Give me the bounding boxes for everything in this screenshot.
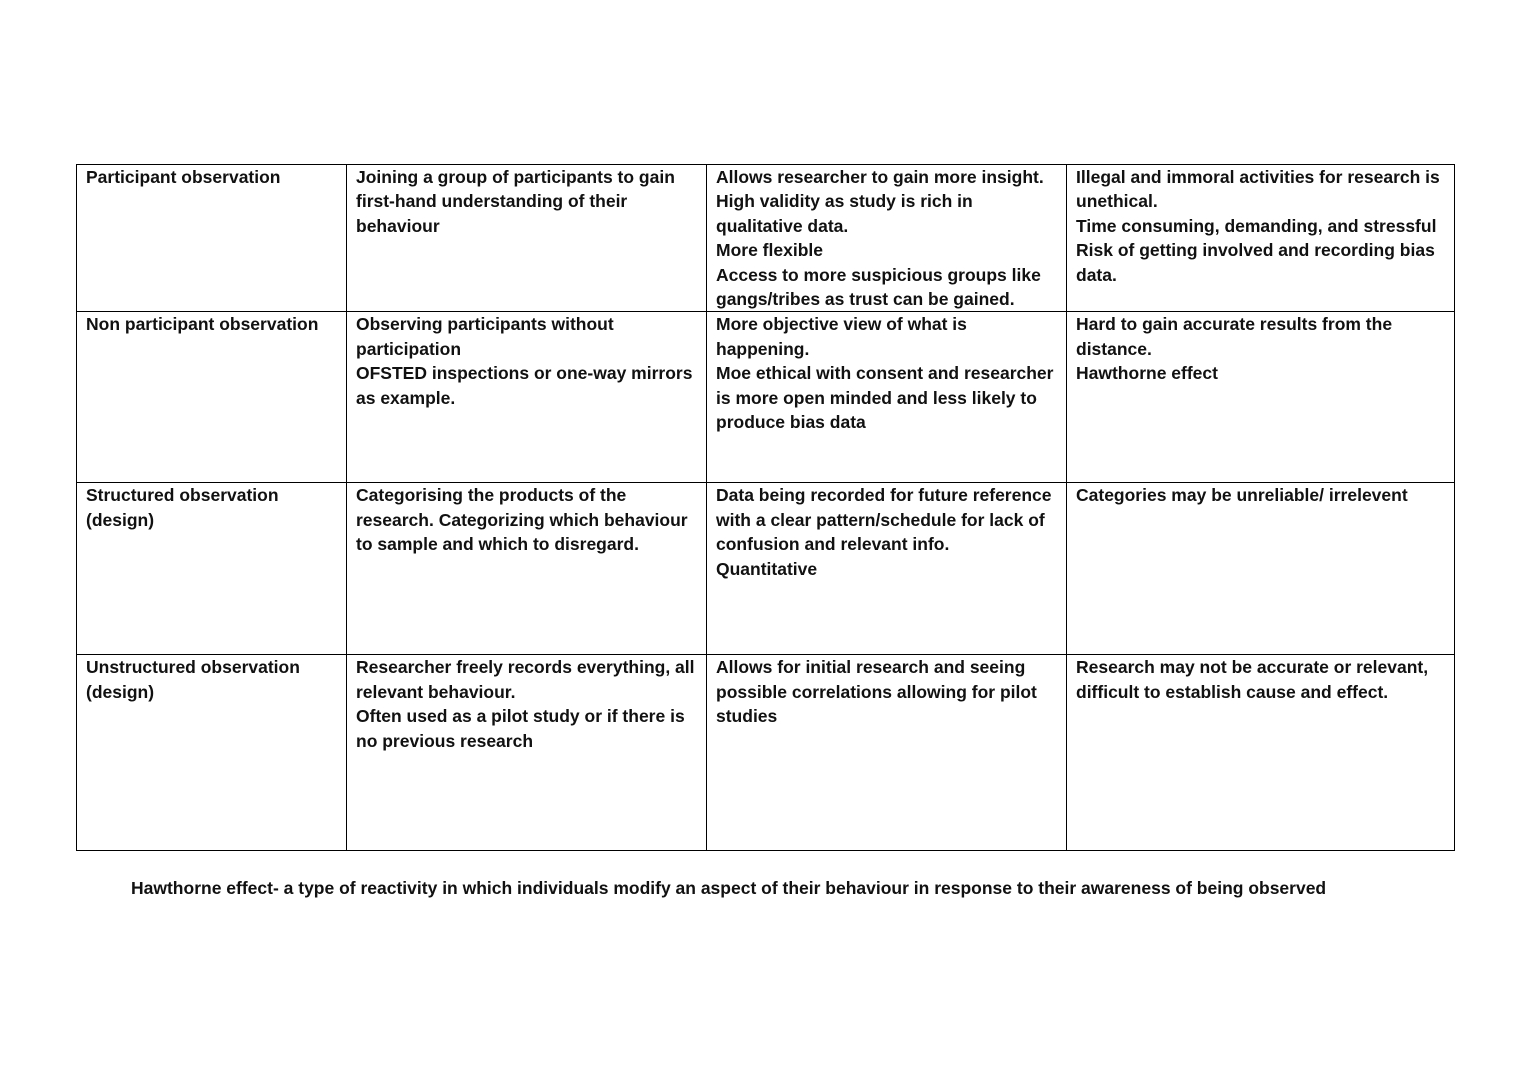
strength-text: Moe ethical with consent and researcher is more open minded and less likely to produce bias data	[716, 363, 1054, 433]
strength-text: More flexible	[716, 240, 823, 261]
method-cell	[77, 655, 347, 851]
strengths-cell	[707, 312, 1067, 483]
weaknesses-cell	[1067, 483, 1455, 655]
description-cell	[347, 655, 707, 851]
strength-text: High validity as study is rich in qualitative data.	[716, 191, 973, 236]
strengths-cell	[707, 483, 1067, 655]
weaknesses-cell	[1067, 165, 1455, 312]
description-text: Often used as a pilot study or if there is no previous research	[356, 706, 685, 751]
strength-text: Allows for initial research and seeing possible correlations allowing for pilot studies	[716, 657, 1037, 727]
strengths-cell	[707, 655, 1067, 851]
weakness-text: Risk of getting involved and recording bias data.	[1076, 240, 1435, 285]
weaknesses-cell	[1067, 312, 1455, 483]
table-row	[77, 312, 1455, 483]
method-name: Participant observation	[86, 167, 281, 187]
weakness-text: Research may not be accurate or relevant, difficult to establish cause and effect.	[1076, 657, 1429, 702]
description-text: Researcher freely records everything, all relevant behaviour.	[356, 657, 695, 702]
hawthorne-effect-footnote: Hawthorne effect- a type of reactivity in which individuals modify an aspect of their behaviour in response to their awareness of being observed	[131, 878, 1327, 898]
table-row	[77, 483, 1455, 655]
strength-text: More objective view of what is happening.	[716, 314, 967, 359]
strength-text: Allows researcher to gain more insight.	[716, 167, 1044, 187]
strength-text: Quantitative	[716, 558, 818, 579]
strength-text: Access to more suspicious groups like gangs/tribes as trust can be gained.	[716, 264, 1041, 310]
weaknesses-cell	[1067, 655, 1455, 851]
strengths-cell	[707, 165, 1067, 312]
description-text: OFSTED inspections or one-way mirrors as example.	[356, 363, 693, 408]
weakness-text: Hard to gain accurate results from the distance.	[1076, 314, 1393, 359]
method-cell	[77, 165, 347, 312]
table-row	[77, 165, 1455, 312]
description-cell	[347, 483, 707, 655]
method-name: Structured observation (design)	[86, 485, 279, 530]
description-text: Categorising the products of the research. Categorizing which behaviour to sample and which to disregard.	[356, 485, 688, 555]
method-name: Unstructured observation (design)	[86, 657, 300, 702]
table-row	[77, 655, 1455, 851]
strength-text: Data being recorded for future reference with a clear pattern/schedule for lack of confusion and relevant info.	[716, 485, 1052, 555]
method-name: Non participant observation	[86, 314, 319, 335]
method-cell	[77, 312, 347, 483]
observation-methods-table	[76, 164, 1455, 851]
description-cell	[347, 165, 707, 312]
weakness-text: Hawthorne effect	[1076, 363, 1218, 384]
description-text: Joining a group of participants to gain first-hand understanding of their behaviour	[356, 167, 675, 236]
method-cell	[77, 483, 347, 655]
weakness-text: Time consuming, demanding, and stressful	[1076, 215, 1437, 236]
description-cell	[347, 312, 707, 483]
weakness-text: Illegal and immoral activities for research is unethical.	[1076, 167, 1440, 212]
description-text: Observing participants without participation	[356, 314, 614, 359]
weakness-text: Categories may be unreliable/ irrelevent	[1076, 485, 1408, 506]
